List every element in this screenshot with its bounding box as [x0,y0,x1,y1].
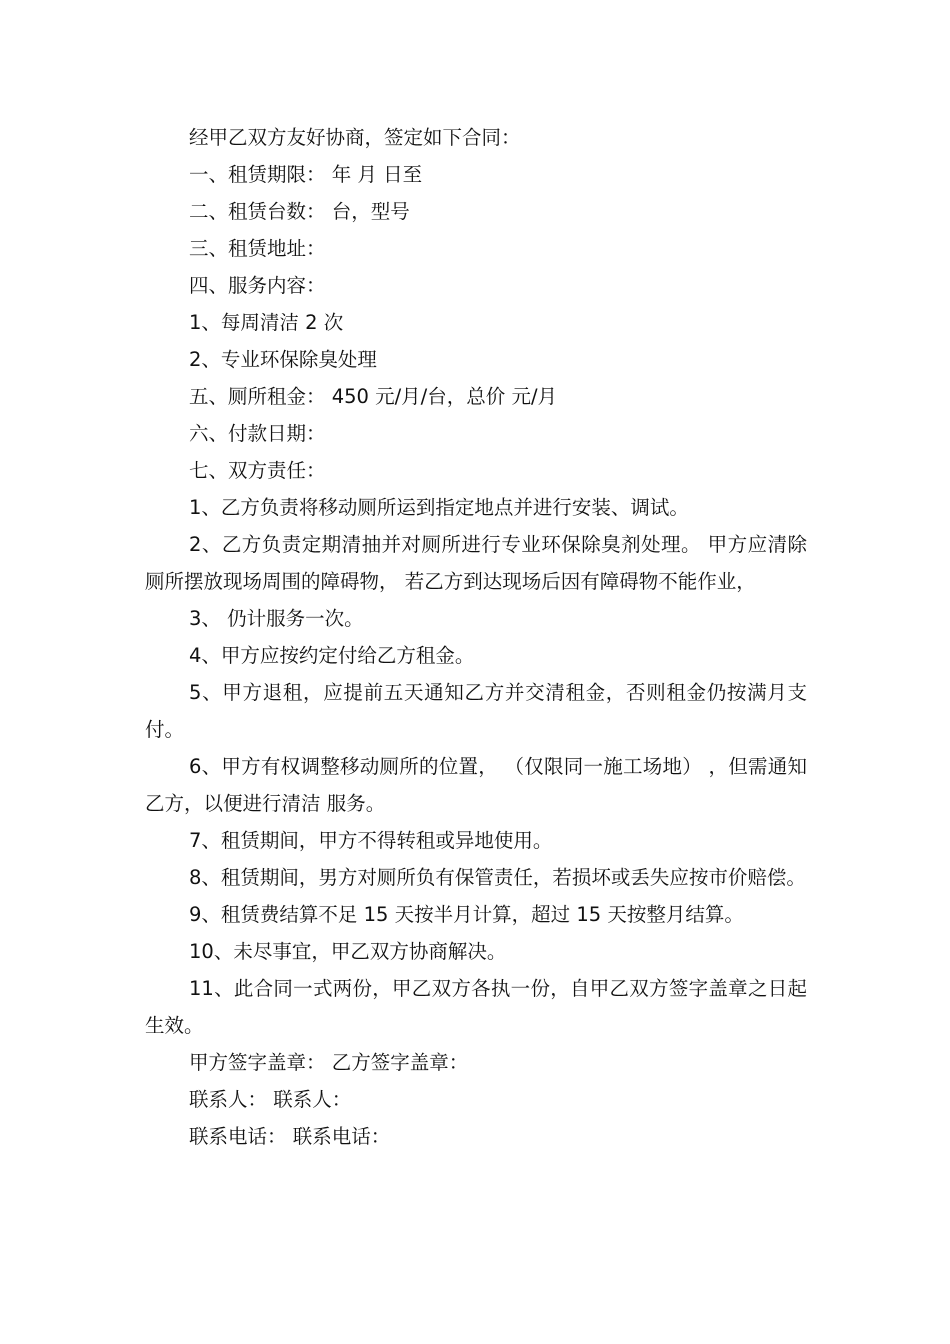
lease-quantity-line: 二、租赁台数： 台，型号 [189,200,410,223]
responsibility-item-2: 2、乙方负责定期清抽并对厕所进行专业环保除臭剂处理。 甲方应清除厕所摆放现场周围的障碍物， 若乙方到达现场后因有障碍物不能作业， [145,533,807,593]
service-item-2: 2、专业环保除臭处理 [189,348,377,371]
responsibility-item-8: 8、租赁期间，男方对厕所负有保管责任，若损坏或丢失应按市价赔偿。 [189,866,806,889]
lease-term-line: 一、租赁期限： 年 月 日至 [189,163,423,186]
responsibility-item-7: 7、租赁期间，甲方不得转租或异地使用。 [189,829,553,852]
service-item-1: 1、每周清洁 2 次 [189,311,344,334]
responsibility-item-11: 11、此合同一式两份，甲乙双方各执一份，自甲乙双方签字盖章之日起生效。 [145,977,807,1037]
intro-line: 经甲乙双方友好协商，签定如下合同： [189,126,521,149]
contact-phone-line: 联系电话： 联系电话： [189,1125,391,1148]
contract-body [145,119,807,1155]
responsibility-item-3: 3、 仍计服务一次。 [189,607,364,630]
responsibility-item-5: 5、甲方退租，应提前五天通知乙方并交清租金，否则租金仍按满月支付。 [145,681,807,741]
responsibility-item-4: 4、甲方应按约定付给乙方租金。 [189,644,475,667]
signature-line: 甲方签字盖章： 乙方签字盖章： [189,1051,469,1074]
responsibility-item-9: 9、租赁费结算不足 15 天按半月计算，超过 15 天按整月结算。 [189,903,744,926]
responsibility-item-1: 1、乙方负责将移动厕所运到指定地点并进行安装、调试。 [189,496,689,519]
contact-person-line: 联系人： 联系人： [189,1088,352,1111]
rent-line: 五、厕所租金： 450 元/月/台，总价 元/月 [189,385,558,408]
service-content-heading: 四、服务内容： [189,274,326,297]
responsibilities-heading: 七、双方责任： [189,459,326,482]
responsibility-item-6: 6、甲方有权调整移动厕所的位置， （仅限同一施工场地） ，但需通知乙方，以便进行清洁 服务。 [145,755,807,815]
lease-address-line: 三、租赁地址： [189,237,326,260]
responsibility-item-10: 10、未尽事宜，甲乙双方协商解决。 [189,940,507,963]
payment-date-line: 六、付款日期： [189,422,326,445]
